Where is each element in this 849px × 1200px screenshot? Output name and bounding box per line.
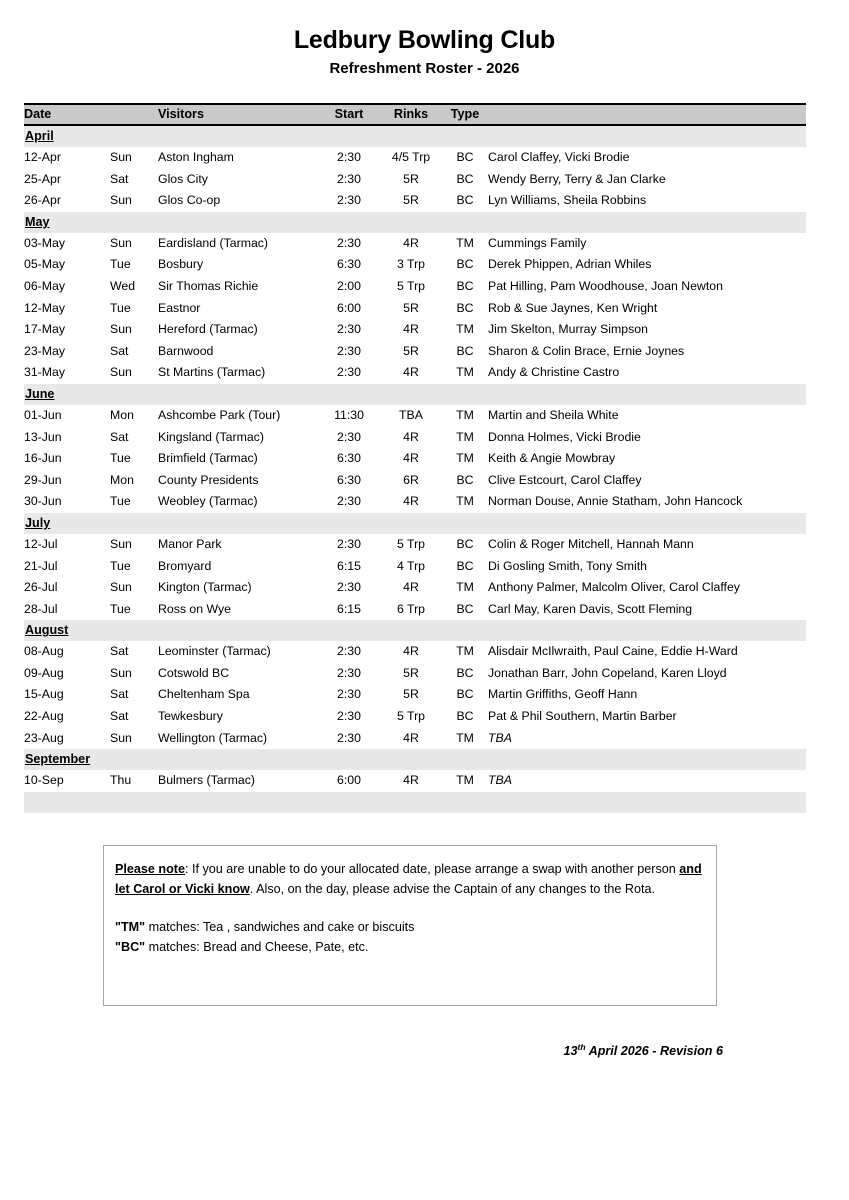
notes-paragraph-bc [115,937,702,957]
fixture-start: 6:00 [337,773,361,788]
fixture-rinks: 4R [403,235,419,250]
fixture-helpers: Anthony Palmer, Malcolm Oliver, Carol Claffey [488,580,740,595]
fixture-date: 09-Aug [24,665,64,680]
table-row [24,534,806,556]
fixture-visitors: Bromyard [158,558,212,573]
fixture-day: Mon [110,407,134,422]
fixture-start: 2:30 [337,580,361,595]
fixture-start: 6:15 [337,601,361,616]
fixture-visitors: Tewkesbury [158,709,223,724]
roster-table-wrapper [24,103,806,813]
fixture-helpers: Keith & Angie Mowbray [488,451,616,466]
notes-paragraph-swap [115,859,702,899]
notes-tm-text: matches: Tea , sandwiches and cake or biscuits [145,920,415,934]
fixture-visitors: County Presidents [158,472,259,487]
table-row [24,319,806,341]
fixture-helpers: Martin and Sheila White [488,407,619,422]
month-label: May [25,214,50,229]
fixture-visitors: Hereford (Tarmac) [158,322,258,337]
fixture-helpers: Derek Phippen, Adrian Whiles [488,257,652,272]
table-row [24,663,806,685]
fixture-type: TM [456,407,474,422]
fixture-helpers: Jonathan Barr, John Copeland, Karen Lloyd [488,665,727,680]
fixture-helpers: Rob & Sue Jaynes, Ken Wright [488,300,658,315]
fixture-start: 2:30 [337,193,361,208]
fixture-type: BC [456,536,474,551]
fixture-type: TM [456,494,474,509]
fixture-visitors: Leominster (Tarmac) [158,644,271,659]
table-row [24,427,806,449]
fixture-visitors: Cheltenham Spa [158,687,250,702]
fixture-rinks: 5 Trp [396,278,426,293]
fixture-visitors: Bosbury [158,257,204,272]
fixture-rinks: 5 Trp [396,536,426,551]
fixture-type: BC [456,193,474,208]
month-label: July [25,515,51,530]
fixture-visitors: Barnwood [158,343,214,358]
fixture-start: 2:30 [337,536,361,551]
column-header-visitors: Visitors [158,107,204,121]
fixture-type: BC [456,687,474,702]
fixture-start: 2:30 [337,150,361,164]
table-row [24,770,806,792]
fixture-day: Sun [110,665,132,680]
fixture-type: BC [456,472,474,487]
column-header-date: Date [24,107,52,121]
fixture-rinks: 4R [403,580,419,595]
fixture-day: Sat [110,171,129,186]
fixture-start: 2:00 [337,278,361,293]
fixture-date: 12-Jul [24,536,58,551]
fixture-type: BC [456,278,474,293]
table-row [24,684,806,706]
revision-day: 13 [563,1044,578,1059]
fixture-visitors: Glos City [158,171,208,186]
table-row [24,147,806,169]
table-row [24,298,806,320]
fixture-day: Sat [110,343,129,358]
table-row [24,341,806,363]
fixture-day: Sun [110,730,132,745]
month-section-row [24,384,806,405]
fixture-visitors: Cotswold BC [158,665,230,680]
fixture-type: BC [456,601,474,616]
fixture-type: BC [456,171,474,186]
fixture-helpers: Pat Hilling, Pam Woodhouse, Joan Newton [488,278,723,293]
fixture-start: 2:30 [337,494,361,509]
month-label-cell [24,513,806,534]
fixture-day: Thu [110,773,132,788]
fixture-type: TM [456,365,474,380]
fixture-start: 2:30 [337,644,361,659]
fixture-day: Sat [110,709,129,724]
fixture-visitors: Manor Park [158,536,222,551]
fixture-date: 22-Aug [24,709,64,724]
fixture-day: Tue [110,451,131,466]
notes-spacer [115,899,702,917]
fixture-rinks: 5R [403,665,419,680]
fixture-start: 6:30 [337,472,361,487]
fixture-day: Sat [110,687,129,702]
fixture-type: BC [456,665,474,680]
fixture-visitors: Eardisland (Tarmac) [158,235,269,250]
fixture-date: 30-Jun [24,494,62,509]
fixture-rinks: 4R [403,773,419,788]
fixture-visitors: Kingsland (Tarmac) [158,429,264,444]
fixture-day: Mon [110,472,134,487]
month-label: August [25,623,69,638]
fixture-start: 2:30 [337,687,361,702]
fixture-helpers: Cummings Family [488,235,587,250]
table-row [24,405,806,427]
fixture-start: 2:30 [337,171,361,186]
month-label-cell [24,126,806,147]
fixture-visitors: Ashcombe Park (Tour) [158,407,281,422]
fixture-day: Sun [110,580,132,595]
fixture-type: BC [456,343,474,358]
fixture-rinks: 4/5 Trp [391,150,431,164]
fixture-date: 31-May [24,365,66,380]
table-row [24,491,806,513]
fixture-rinks: 4R [403,429,419,444]
fixture-day: Sat [110,429,129,444]
table-row [24,728,806,750]
fixture-visitors: Aston Ingham [158,150,234,164]
fixture-rinks: TBA [399,407,423,422]
fixture-start: 2:30 [337,730,361,745]
header-row [24,103,806,126]
table-row [24,362,806,384]
fixture-rinks: 6 Trp [396,601,426,616]
table-row [24,556,806,578]
fixture-date: 26-Apr [24,193,61,208]
fixture-helpers: Di Gosling Smith, Tony Smith [488,558,648,573]
fixture-date: 01-Jun [24,407,62,422]
table-row [24,599,806,621]
fixture-rinks: 4R [403,494,419,509]
trailing-blank-row [24,792,806,813]
fixture-date: 05-May [24,257,66,272]
notes-tm-code: "TM" [115,920,146,934]
fixture-day: Tue [110,300,131,315]
fixture-type: TM [456,322,474,337]
fixture-visitors: Sir Thomas Richie [158,278,259,293]
revision-ordinal: th [577,1042,586,1052]
fixture-date: 23-May [24,343,66,358]
fixture-start: 6:30 [337,451,361,466]
fixture-date: 29-Jun [24,472,62,487]
header-rule-bottom [24,124,806,126]
fixture-date: 17-May [24,322,66,337]
fixture-helpers: Donna Holmes, Vicki Brodie [488,429,641,444]
fixture-start: 2:30 [337,343,361,358]
fixture-day: Sun [110,365,132,380]
fixture-rinks: 6R [403,472,419,487]
fixture-date: 12-May [24,300,66,315]
fixture-rinks: 5R [403,687,419,702]
fixture-rinks: 4R [403,644,419,659]
fixture-rinks: 5R [403,171,419,186]
page-title: Ledbury Bowling Club [293,26,556,54]
fixture-visitors: Wellington (Tarmac) [158,730,268,745]
notes-contacts-label: and let Carol or Vicki know [115,862,702,896]
fixture-day: Wed [110,278,136,293]
month-label: June [25,386,55,401]
notes-swap-text-a: : If you are unable to do your allocated date, please arrange a swap with another person [185,862,680,876]
fixture-type: BC [456,150,474,164]
month-label: September [25,752,91,767]
notes-bc-code: "BC" [115,940,146,954]
fixture-type: BC [456,558,474,573]
fixture-day: Sun [110,235,132,250]
fixture-day: Sun [110,150,132,164]
fixture-type: TM [456,451,474,466]
notes-content [104,846,716,957]
table-row [24,706,806,728]
fixture-day: Tue [110,494,131,509]
fixture-visitors: Glos Co-op [158,193,221,208]
fixture-start: 6:15 [337,558,361,573]
fixture-helpers: Wendy Berry, Terry & Jan Clarke [488,171,666,186]
month-section-row [24,749,806,770]
month-section-row [24,513,806,534]
column-header-helpers [488,103,806,126]
fixture-type: BC [456,709,474,724]
fixture-rinks: 4 Trp [396,558,426,573]
month-section-row [24,212,806,233]
header-rule-top [24,103,806,105]
fixture-helpers: Carol Claffey, Vicki Brodie [488,150,630,164]
fixture-day: Sun [110,193,132,208]
trailing-blank-cell [24,792,806,813]
fixture-day: Sat [110,644,129,659]
fixture-rinks: 5R [403,193,419,208]
fixture-helpers: Alisdair McIlwraith, Paul Caine, Eddie H-Ward [488,644,738,659]
table-row [24,448,806,470]
fixture-start: 2:30 [337,665,361,680]
month-label: April [25,129,54,143]
fixture-start: 2:30 [337,322,361,337]
column-header-rinks: Rinks [393,107,429,121]
fixture-rinks: 4R [403,730,419,745]
notes-box [103,845,717,1006]
fixture-date: 16-Jun [24,451,62,466]
fixture-date: 13-Jun [24,429,62,444]
table-row [24,577,806,599]
table-row [24,254,806,276]
revision-rest: April 2026 - Revision 6 [585,1044,723,1059]
fixture-type: BC [456,257,474,272]
fixture-rinks: 3 Trp [396,257,426,272]
fixture-start: 2:30 [337,709,361,724]
fixture-date: 15-Aug [24,687,64,702]
fixture-start: 11:30 [334,407,364,422]
fixture-helpers: Lyn Williams, Sheila Robbins [488,193,647,208]
fixture-rinks: 4R [403,365,419,380]
fixture-helpers: Andy & Christine Castro [488,365,620,380]
fixture-visitors: Kington (Tarmac) [158,580,252,595]
fixture-date: 06-May [24,278,66,293]
fixture-date: 25-Apr [24,171,61,186]
fixture-helpers: TBA [488,730,512,745]
fixture-type: TM [456,773,474,788]
column-header-type: Type [450,107,480,121]
notes-bc-text: matches: Bread and Cheese, Pate, etc. [145,940,369,954]
fixture-day: Sun [110,322,132,337]
column-header-day [110,103,158,126]
fixture-date: 12-Apr [24,150,61,164]
fixture-date: 08-Aug [24,644,64,659]
fixture-helpers: Norman Douse, Annie Statham, John Hancock [488,494,743,509]
fixture-start: 2:30 [337,235,361,250]
table-body [24,126,806,813]
fixture-visitors: Brimfield (Tarmac) [158,451,258,466]
fixture-helpers: TBA [488,773,512,788]
table-row [24,470,806,492]
month-section-row [24,126,806,147]
table-header [24,103,806,126]
fixture-day: Tue [110,601,131,616]
fixture-type: TM [456,580,474,595]
table-row [24,233,806,255]
fixture-helpers: Jim Skelton, Murray Simpson [488,322,648,337]
fixture-start: 2:30 [337,365,361,380]
fixture-date: 28-Jul [24,601,58,616]
fixture-helpers: Sharon & Colin Brace, Ernie Joynes [488,343,685,358]
fixture-rinks: 5R [403,343,419,358]
fixture-helpers: Martin Griffiths, Geoff Hann [488,687,638,702]
fixture-date: 10-Sep [24,773,64,788]
notes-swap-text-b: . Also, on the day, please advise the Captain of any changes to the Rota. [249,882,655,896]
fixture-date: 23-Aug [24,730,64,745]
fixture-start: 6:00 [337,300,361,315]
table-row [24,276,806,298]
month-section-row [24,620,806,641]
fixture-visitors: Weobley (Tarmac) [158,494,258,509]
fixture-visitors: Ross on Wye [158,601,232,616]
page-subtitle: Refreshment Roster - 2026 [329,60,520,77]
fixture-date: 26-Jul [24,580,58,595]
notes-paragraph-tm [115,917,702,937]
fixture-type: TM [456,235,474,250]
month-label-cell [24,749,806,770]
fixture-helpers: Pat & Phil Southern, Martin Barber [488,709,677,724]
fixture-type: TM [456,730,474,745]
fixture-type: TM [456,644,474,659]
fixture-start: 6:30 [337,257,361,272]
month-label-cell [24,620,806,641]
fixture-helpers: Clive Estcourt, Carol Claffey [488,472,642,487]
fixture-date: 03-May [24,235,66,250]
table-row [24,169,806,191]
roster-table [24,103,806,813]
fixture-rinks: 4R [403,322,419,337]
fixture-day: Sun [110,536,132,551]
fixture-date: 21-Jul [24,558,58,573]
fixture-start: 2:30 [337,429,361,444]
column-header-start: Start [334,107,364,121]
fixture-type: BC [456,300,474,315]
table-row [24,641,806,663]
fixture-rinks: 5 Trp [396,709,426,724]
fixture-rinks: 4R [403,451,419,466]
fixture-rinks: 5R [403,300,419,315]
fixture-helpers: Colin & Roger Mitchell, Hannah Mann [488,536,694,551]
month-label-cell [24,384,806,405]
fixture-visitors: St Martins (Tarmac) [158,365,266,380]
fixture-day: Tue [110,257,131,272]
revision-footer [0,1042,723,1058]
fixture-visitors: Bulmers (Tarmac) [158,773,256,788]
table-row [24,190,806,212]
fixture-type: TM [456,429,474,444]
fixture-helpers: Carl May, Karen Davis, Scott Fleming [488,601,693,616]
fixture-visitors: Eastnor [158,300,201,315]
month-label-cell [24,212,806,233]
notes-please-note-label: Please note [115,862,185,876]
fixture-day: Tue [110,558,131,573]
